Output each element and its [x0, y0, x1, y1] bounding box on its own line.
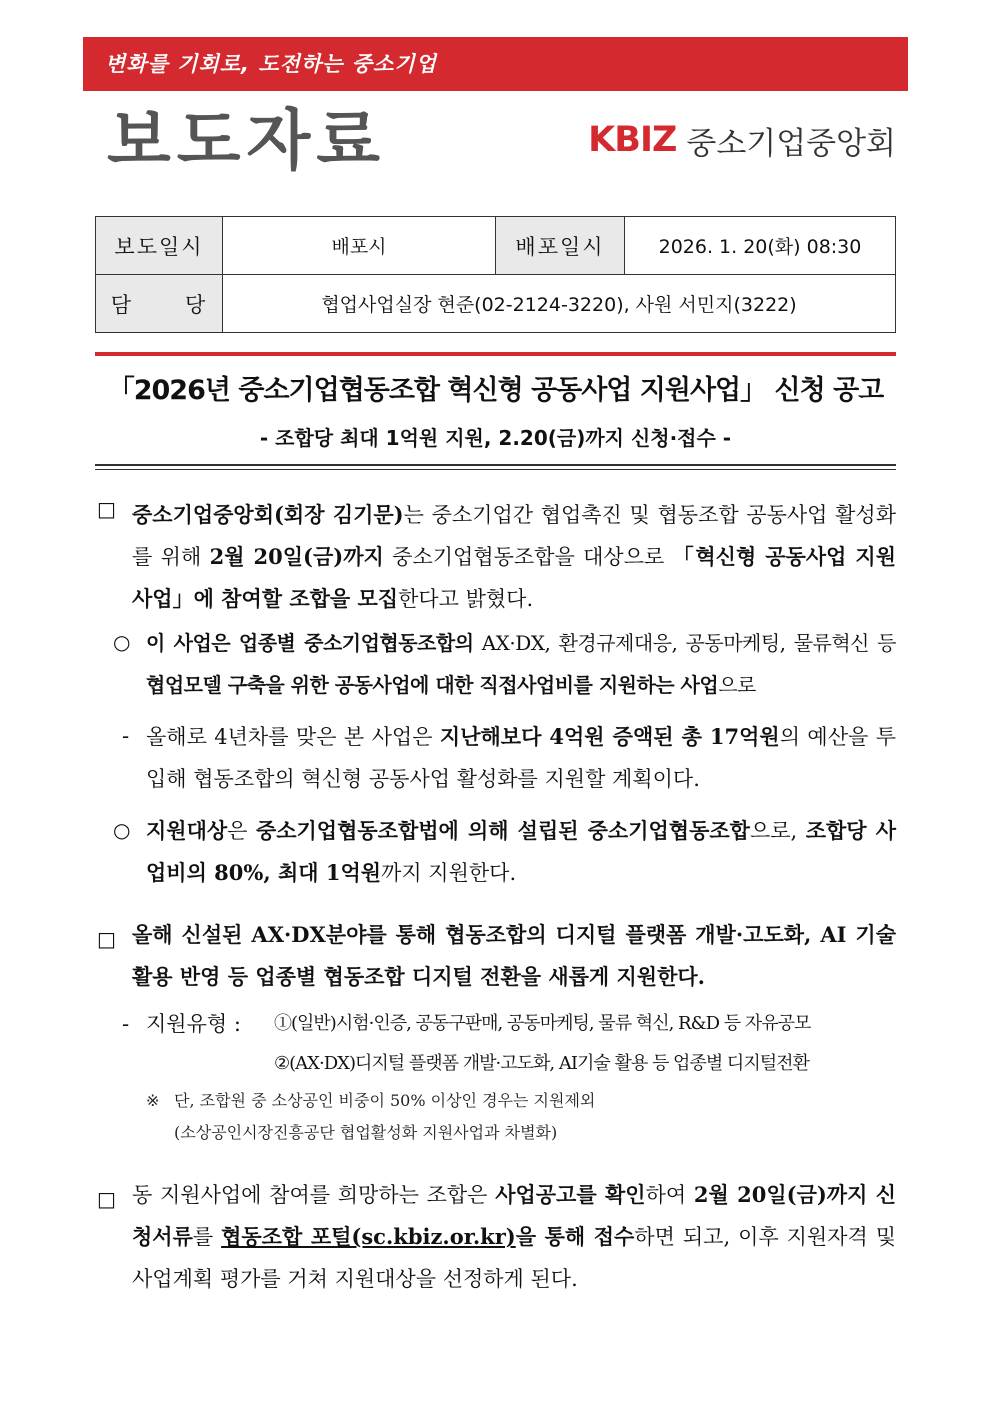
logo-kbiz-wordmark: KBIZ: [588, 120, 677, 160]
paragraph-7: [132, 1174, 896, 1300]
p2-emphasis: 협업모델 구축을 위한 공동사업에 대한 직접사업비를 지원하는 사업: [146, 673, 719, 697]
release-info-table: [95, 216, 896, 333]
distribution-time-label: 배포일시: [496, 217, 625, 275]
p7-text-d: 하면 되고, 이후 지원자격 및 사업계획 평가를 거쳐 지원대상을 선정하게 된다.: [132, 1225, 896, 1291]
double-divider-bottom: [95, 469, 896, 470]
note-mark: ※: [146, 1091, 160, 1110]
p7-text-a: 동 지원사업에 참여를 희망하는 조합은: [132, 1183, 496, 1207]
p7-submit: 을 통해 접수: [515, 1224, 635, 1249]
support-type-1: ①(일반)시험·인증, 공동구판매, 공동마케팅, 물류 혁신, R&D 등 자유공모: [274, 1013, 811, 1034]
p4-target: 중소기업협동조합법에 의해 설립된 중소기업협동조합: [255, 818, 750, 843]
double-divider-top: [95, 464, 896, 466]
p2-text-b: 으로: [718, 673, 756, 697]
support-type-label: 지원유형 :: [146, 1012, 241, 1036]
support-type-2: ②(AX·DX)디지털 플랫폼 개발·고도화, AI기술 활용 등 업종별 디지털전환: [274, 1053, 809, 1074]
subheadline: - 조합당 최대 1억원 지원, 2.20(금)까지 신청·접수 -: [259, 426, 732, 450]
square-bullet: □: [97, 497, 116, 521]
paragraph-2: [146, 622, 896, 706]
red-divider: [95, 352, 896, 356]
p4-text-b: 으로,: [749, 819, 806, 843]
p3-text-b: 의 예산을 투입해 협동조합의 혁신형 공동사업 활성화를 지원할 계획이다.: [146, 725, 896, 791]
p1-deadline: 2월 20일(금)까지: [209, 544, 384, 569]
kbiz-logo: [588, 118, 896, 162]
paragraph-3: [146, 716, 896, 800]
dash-bullet: -: [122, 1012, 130, 1036]
logo-org-name: 중소기업중앙회: [686, 125, 896, 162]
slogan-text: 변화를 기회로, 도전하는 중소기업: [105, 52, 437, 76]
p7-deadline: 2월 20일(금)까지 신청서류: [132, 1182, 897, 1249]
p1-text-b: 중소기업협동조합을 대상으로: [383, 545, 673, 569]
paragraph-1: [132, 494, 896, 620]
p1-text-a: 는 중소기업간 협업촉진 및 협동조합 공동사업 활성화를 위해: [132, 503, 896, 569]
p3-text-a: 올해로 4년차를 맞은 본 사업은: [146, 725, 440, 749]
release-time-value: 배포시: [223, 217, 496, 275]
note-line-1: 단, 조합원 중 소상공인 비중이 50% 이상인 경우는 지원제외: [174, 1091, 596, 1110]
contact-label: 담 당: [96, 275, 223, 333]
paragraph-4: [146, 810, 896, 894]
p4-target-label: 지원대상: [146, 818, 228, 843]
note-line-2: (소상공인시장진흥공단 협업활성화 지원사업과 차별화): [174, 1123, 558, 1142]
p7-text-c: 를: [192, 1225, 222, 1249]
p1-text-c: 한다고 밝혔다.: [398, 587, 534, 611]
circle-bullet: ○: [113, 630, 131, 654]
p1-org: 중소기업중앙회(회장 김기문): [132, 502, 404, 527]
paragraph-5: 올해 신설된 AX·DX분야를 통해 협동조합의 디지털 플랫폼 개발·고도화, AI 기술 활용 반영 등 업종별 협동조합 디지털 전환을 새롭게 지원한다.: [132, 922, 896, 989]
p4-text-a: 은: [227, 819, 256, 843]
p4-amount: 조합당 사업비의 80%, 최대 1억원: [146, 818, 896, 885]
p3-budget: 지난해보다 4억원 증액된 총 17억원: [439, 724, 780, 749]
p7-check: 사업공고를 확인: [495, 1182, 646, 1207]
release-time-label: 보도일시: [96, 217, 223, 275]
dash-bullet: -: [122, 724, 130, 748]
square-bullet: □: [97, 1187, 116, 1211]
p2-lead: 이 사업은 업종별 중소기업협동조합의: [146, 631, 474, 655]
p7-text-b: 하여: [645, 1183, 694, 1207]
slogan-banner: [83, 37, 908, 91]
p1-program: 「혁신형 공동사업 지원사업」에 참여할 조합을 모집: [132, 544, 896, 611]
circle-bullet: ○: [113, 818, 131, 842]
headline: 「2026년 중소기업협동조합 혁신형 공동사업 지원사업」 신청 공고: [107, 375, 884, 406]
distribution-time-value: 2026. 1. 20(화) 08:30: [625, 217, 896, 275]
contact-value: 협업사업실장 현준(02-2124-3220), 사원 서민지(3222): [223, 275, 896, 333]
document-type-title: 보도자료: [107, 102, 387, 179]
p2-text-a: AX·DX, 환경규제대응, 공동마케팅, 물류혁신 등: [473, 631, 897, 655]
p4-text-c: 까지 지원한다.: [381, 861, 517, 885]
square-bullet: □: [97, 927, 116, 951]
portal-link[interactable]: 협동조합 포털(sc.kbiz.or.kr): [221, 1224, 516, 1249]
